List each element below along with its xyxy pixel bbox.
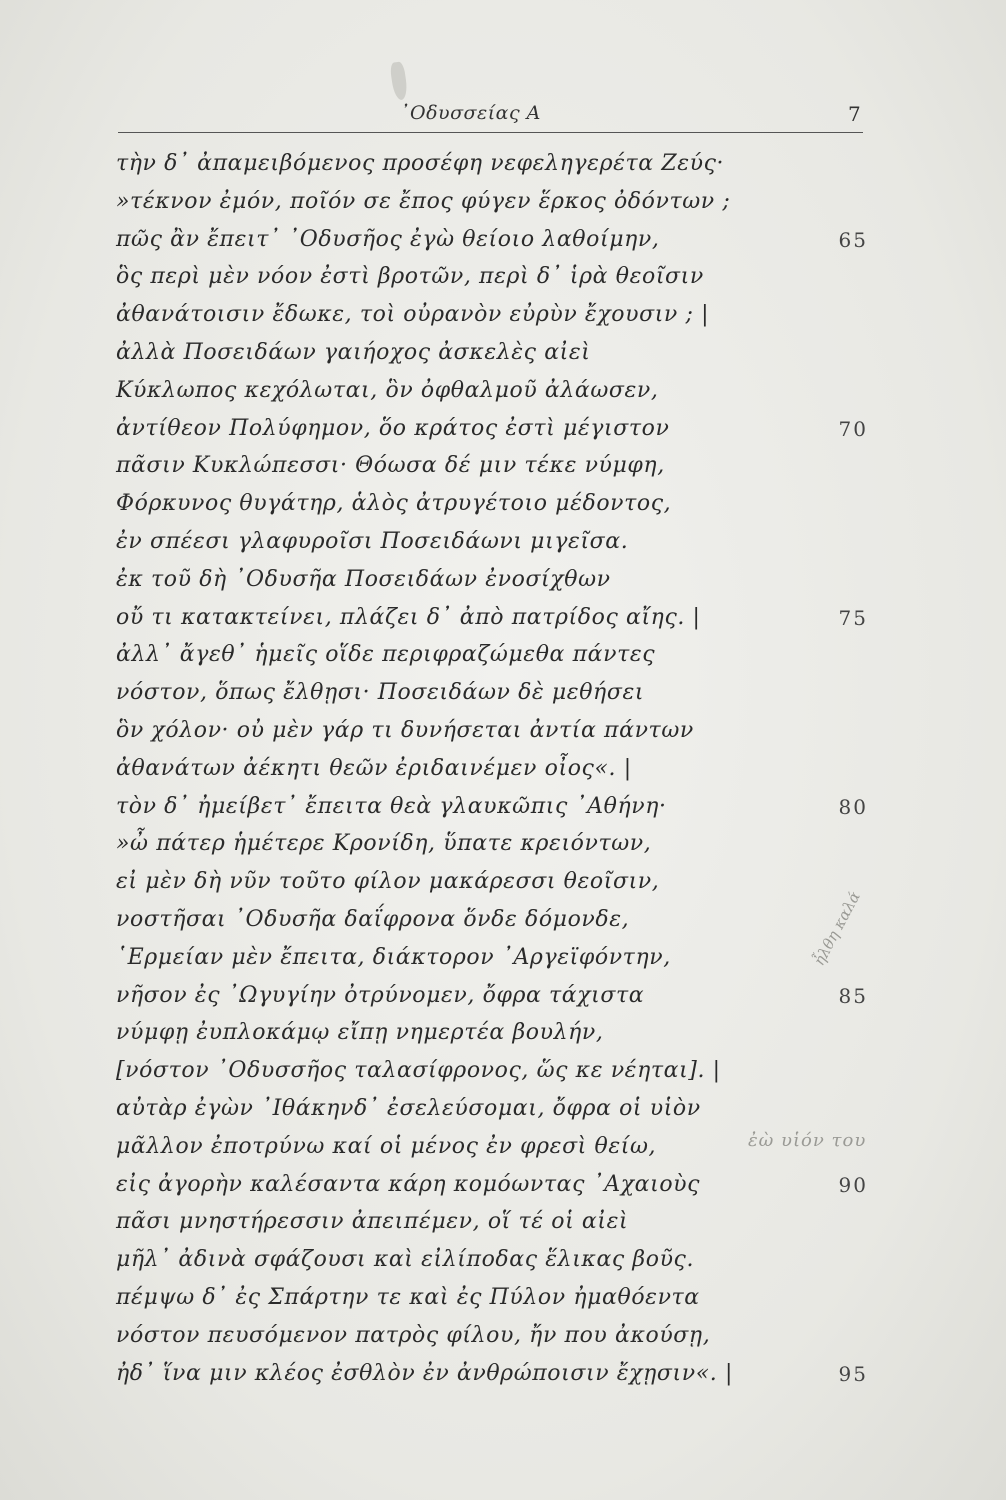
verse-text: ὃν χόλον· οὐ μὲν γάρ τι δυνήσεται ἀντία πάντων [116, 717, 694, 743]
verse-line [116, 489, 876, 527]
verse-text: εἰ μὲν δὴ νῦν τοῦτο φίλον μακάρεσσι θεοῖσιν, [116, 869, 660, 895]
verse-text: πᾶσι μνηστήρεσσιν ἀπειπέμεν, οἵ τέ οἱ αἰεὶ [116, 1209, 629, 1235]
handwritten-margin-note-rotated: ἦλθη καλά [810, 888, 864, 969]
line-number: 90 [838, 1172, 868, 1197]
verse-text: νύμφῃ ἐυπλοκάμῳ εἴπῃ νημερτέα βουλήν, [116, 1020, 604, 1046]
verse-line [116, 603, 876, 641]
verse-block [116, 149, 876, 1396]
running-head [0, 102, 1006, 130]
verse-line [116, 225, 876, 263]
verse-line [116, 716, 876, 754]
header-rule [118, 132, 863, 133]
verse-text: ἐκ τοῦ δὴ ᾿Οδυσῆα Ποσειδάων ἐνοσίχθων [116, 566, 611, 592]
verse-text: μῆλ᾿ ἀδινὰ σφάζουσι καὶ εἰλίποδας ἕλικας βοῦς. [116, 1247, 695, 1273]
verse-line [116, 829, 876, 867]
running-head-title: ᾿Οδυσσείας Α [400, 102, 541, 124]
verse-line [116, 640, 876, 678]
verse-text: ἀλλ᾿ ἄγεθ᾿ ἡμεῖς οἵδε περιφραζώμεθα πάντες [116, 642, 656, 668]
verse-line [116, 1321, 876, 1359]
verse-line [116, 1359, 876, 1397]
verse-line [116, 678, 876, 716]
verse-line [116, 981, 876, 1019]
verse-text: τὴν δ᾿ ἀπαμειβόμενος προσέφη νεφεληγερέτα Ζεύς· [116, 151, 725, 176]
verse-text: [νόστον ᾿Οδυσσῆος ταλασίφρονος, ὥς κε νέηται]. | [116, 1058, 721, 1084]
verse-line [116, 1018, 876, 1056]
verse-line [116, 262, 876, 300]
verse-text: νῆσον ἐς ᾿Ωγυγίην ὀτρύνομεν, ὄφρα τάχιστα [116, 982, 645, 1008]
verse-line [116, 1170, 876, 1208]
verse-text: νοστῆσαι ᾿Οδυσῆα δαΐφρονα ὅνδε δόμονδε, [116, 906, 630, 932]
verse-line [116, 1207, 876, 1245]
verse-text: πᾶσιν Κυκλώπεσσι· Θόωσα δέ μιν τέκε νύμφη, [116, 453, 665, 479]
verse-text: οὔ τι κατακτείνει, πλάζει δ᾿ ἀπὸ πατρίδος αἴης. | [116, 604, 701, 630]
verse-line [116, 451, 876, 489]
verse-line [116, 1056, 876, 1094]
verse-line [116, 414, 876, 452]
verse-text: αὐτὰρ ἐγὼν ᾿Ιθάκηνδ᾿ ἐσελεύσομαι, ὄφρα οἱ υἱὸν [116, 1095, 701, 1121]
verse-text: μᾶλλον ἐποτρύνω καί οἱ μένος ἐν φρεσὶ θείω, [116, 1133, 657, 1159]
handwritten-margin-note: ἐὼ υἱόν του [748, 1130, 867, 1151]
verse-line [116, 905, 876, 943]
verse-line [116, 1245, 876, 1283]
verse-text: νόστον πευσόμενον πατρὸς φίλου, ἤν που ἀκούσῃ, [116, 1322, 711, 1348]
verse-text: ἐν σπέεσι γλαφυροῖσι Ποσειδάωνι μιγεῖσα. [116, 528, 629, 554]
verse-line [116, 1283, 876, 1321]
verse-text: »τέκνον ἐμόν, ποῖόν σε ἔπος φύγεν ἕρκος ὀδόντων ; [116, 188, 731, 214]
verse-text: ἠδ᾿ ἵνα μιν κλέος ἐσθλὸν ἐν ἀνθρώποισιν ἔχῃσιν«. | [116, 1360, 733, 1386]
verse-text: Φόρκυνος θυγάτηρ, ἁλὸς ἀτρυγέτοιο μέδοντος, [116, 491, 672, 517]
verse-line [116, 187, 876, 225]
verse-text: ῾Ερμείαν μὲν ἔπειτα, διάκτορον ᾿Αργεϊφόντην, [116, 944, 671, 970]
verse-line [116, 943, 876, 981]
verse-line [116, 527, 876, 565]
verse-text: εἰς ἀγορὴν καλέσαντα κάρη κομόωντας ᾿Αχαιοὺς [116, 1171, 701, 1197]
verse-line [116, 867, 876, 905]
verse-line [116, 792, 876, 830]
verse-text: ἀλλὰ Ποσειδάων γαιήοχος ἀσκελὲς αἰεὶ [116, 339, 591, 365]
line-number: 80 [838, 794, 868, 819]
verse-text: Κύκλωπος κεχόλωται, ὃν ὀφθαλμοῦ ἀλάωσεν, [116, 377, 659, 403]
line-number: 95 [838, 1361, 868, 1386]
verse-line [116, 149, 876, 187]
line-number: 65 [838, 227, 868, 252]
line-number: 75 [838, 605, 868, 630]
verse-line [116, 754, 876, 792]
verse-line [116, 338, 876, 376]
verse-text: ἀθανάτοισιν ἔδωκε, τοὶ οὐρανὸν εὐρὺν ἔχουσιν ; | [116, 302, 710, 328]
verse-text: »ὦ πάτερ ἡμέτερε Κρονίδη, ὕπατε κρειόντων, [116, 831, 652, 857]
verse-line [116, 1094, 876, 1132]
verse-text: ὃς περὶ μὲν νόον ἐστὶ βροτῶν, περὶ δ᾿ ἱρὰ θεοῖσιν [116, 264, 704, 290]
verse-line [116, 300, 876, 338]
verse-text: τὸν δ᾿ ἠμείβετ᾿ ἔπειτα θεὰ γλαυκῶπις ᾿Αθήνη· [116, 793, 667, 819]
verse-text: ἀθανάτων ἀέκητι θεῶν ἐριδαινέμεν οἶος«. | [116, 755, 632, 781]
line-number: 85 [838, 983, 868, 1008]
ink-stain [389, 61, 408, 101]
verse-line [116, 376, 876, 414]
line-number: 70 [838, 416, 868, 441]
page-number: 7 [848, 102, 861, 126]
verse-text: ἀντίθεον Πολύφημον, ὅο κράτος ἐστὶ μέγιστον [116, 415, 670, 441]
verse-text: πέμψω δ᾿ ἐς Σπάρτην τε καὶ ἐς Πύλον ἠμαθόεντα [116, 1284, 700, 1310]
verse-text: πῶς ἂν ἔπειτ᾿ ᾿Οδυσῆος ἐγὼ θείοιο λαθοίμην, [116, 226, 660, 252]
verse-line [116, 565, 876, 603]
verse-text: νόστον, ὅπως ἔλθῃσι· Ποσειδάων δὲ μεθήσει [116, 680, 645, 706]
